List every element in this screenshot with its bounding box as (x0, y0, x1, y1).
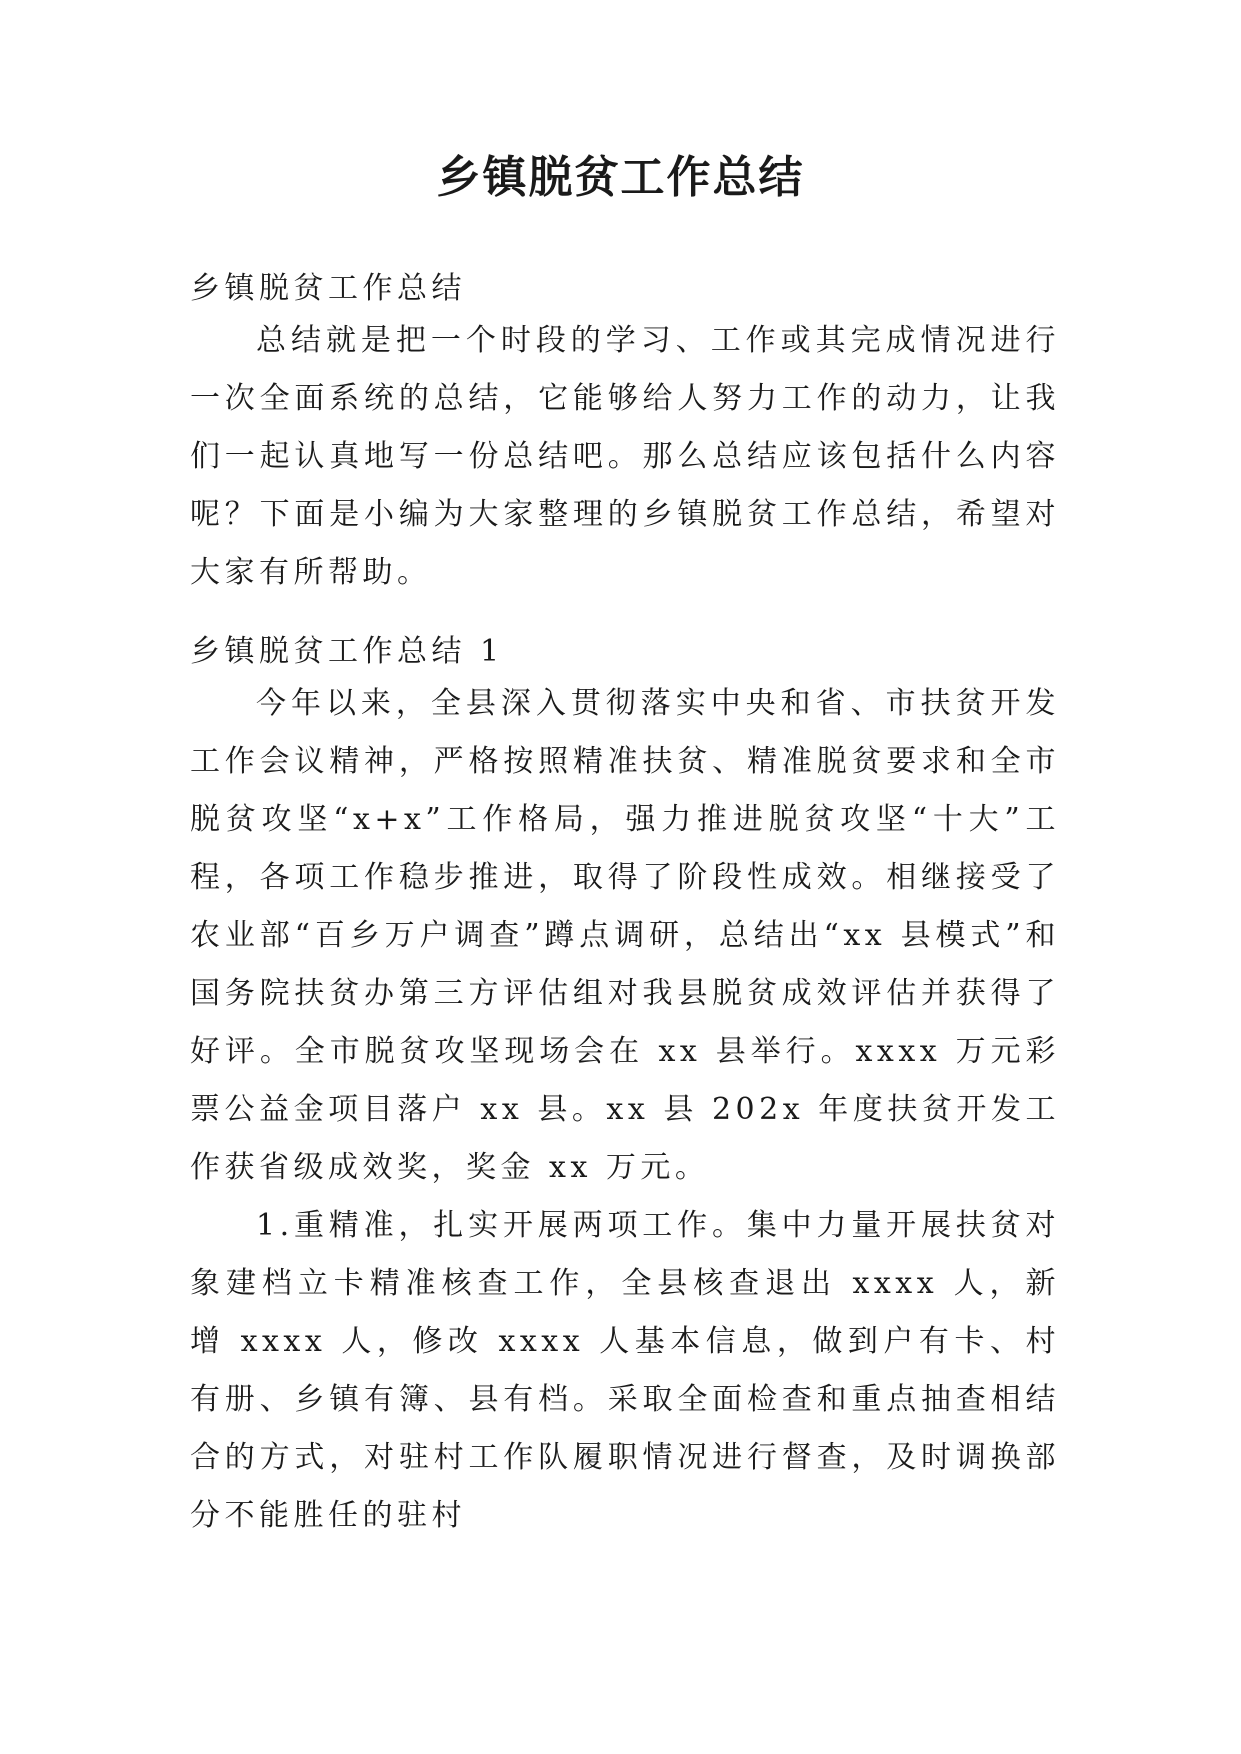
intro-paragraph: 总结就是把一个时段的学习、工作或其完成情况进行一次全面系统的总结，它能够给人努力工作的动力，让我们一起认真地写一份总结吧。那么总结应该包括什么内容呢？下面是小编为大家整理的乡镇脱贫工作总结，希望对大家有所帮助。 (190, 323, 1060, 590)
section-1-paragraph-1: 今年以来，全县深入贯彻落实中央和省、市扶贫开发工作会议精神，严格按照精准扶贫、精准脱贫要求和全市脱贫攻坚“x+x”工作格局，强力推进脱贫攻坚“十大”工程，各项工作稳步推进，取得了阶段性成效。相继接受了农业部“百乡万户调查”蹲点调研，总结出“xx 县模式”和国务院扶贫办第三方评估组对我县脱贫成效评估并获得了好评。全市脱贫攻坚现场会在 xx 县举行。xxxx 万元彩票公益金项目落户 xx 县。xx 县 202x 年度扶贫开发工作获省级成效奖，奖金 xx 万元。 (190, 686, 1060, 1185)
document-title: 乡镇脱贫工作总结 (436, 152, 805, 203)
section-1-paragraph-2: 1.重精准，扎实开展两项工作。集中力量开展扶贫对象建档立卡精准核查工作，全县核查退出 xxxx 人，新增 xxxx 人，修改 xxxx 人基本信息，做到户有卡、村有册、乡镇有簿、县有档。采取全面检查和重点抽查相结合的方式，对驻村工作队履职情况进行督查，及时调换部分不能胜任的驻村 (190, 1208, 1060, 1533)
section-1-block (190, 675, 1060, 1545)
intro-heading: 乡镇脱贫工作总结 (190, 271, 466, 306)
section-1-heading: 乡镇脱贫工作总结 1 (190, 634, 504, 669)
intro-block (190, 312, 1060, 602)
